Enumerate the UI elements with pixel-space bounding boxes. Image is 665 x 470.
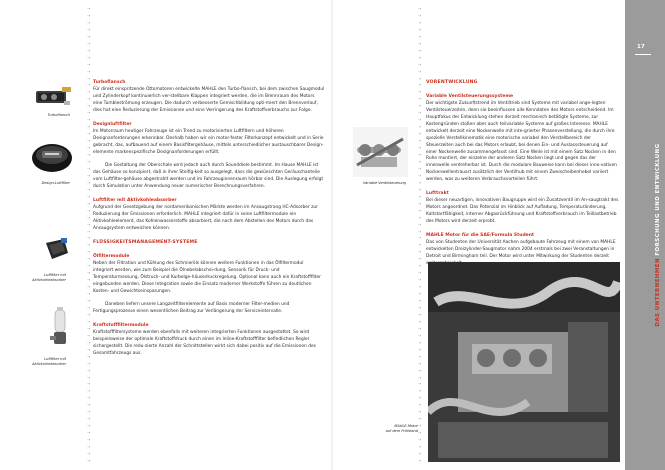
text-designluftfilter: Im Motorraum heutiger Fahrzeuge ist ein Trend zu motorisierten Luftfiltern und höheren Designanforderungen erkennbar. Deshalb haben wir ein motor-fester Filterkonzept entwickelt und in Serie gebracht, das, aufbauend auf einem Basisfiltergehäuse, mittels unterschiedlicher austauschbarer Design-elemente markenspezifische Designanforderungen erfüllt. xyxy=(93,128,324,155)
right-text-column xyxy=(426,80,620,275)
text-kraftstofffiltermodule: Kraftstofffiltersysteme werden ebenfalls mit weiteren integrierten Funktionen ausgestattet. So wird beispielsweise der optimale Kraftstoffdruck durch einen im Inline-Kraftstofffilter befindlichen Regler sichergestellt. Die redu-zierte Anzahl der Schnittstellen wirkt sich dabei positiv auf die Emissionen des Gesamtfahrzeugs aus. xyxy=(93,330,316,357)
heading-kraftstofffiltermodule: Kraftstofffiltermodule xyxy=(93,323,149,329)
arrow-markers-left: → → → → → → → → → → → → → → → → → → → → → → → → → → → → → → → → → → → → → → → → → → → → → → → → → → → → → → → → → → → → → → → → → → xyxy=(87,6,91,463)
heading-turboflansch: Turboflansch xyxy=(93,80,126,85)
page-number-rule xyxy=(635,54,651,55)
text-oelfiltermodule: Neben der Filtration und Kühlung des Schmieröls können weitere Funktionen in das Ölfiltermodul integriert werden, wie zum Beispiel die Ölnebelabschei-dung, Sensorik für Druck- und Temperaturmessung, Ölstruck- und Kurbelge-häusedruckregelung. Optional kann auch ein Kraftstofffilter eingebunden werden. Diese Integration sowie die Einsatz moderner Werkstoffe führen zu deutlichen Kosten- und Gewichtseinsparungen. xyxy=(93,260,321,294)
text-oelfiltermodule-2: Daneben liefern unsere Langzeitfilterelemente auf Basis moderner Filter-medien und Fertigungsprozesse einen wesentlichen Beitrag zur Verlängerung der Serviceintervalle. xyxy=(93,302,290,315)
heading-ventilsteuerung: Variable Ventilsteuerungssysteme xyxy=(426,93,514,99)
text-aktivkohle: Aufgrund der Gesetzgebung der nordamerikanischen Märkte werden im Ansaugstrang HC-Adsorber zur Reduzierung der Emissionen erforderlich. MAHLE integriert dafür in seine Luftfiltermodule ein Aktivkohleelement, das Kohlenwasserstoffe absorbiert, die nach dem Abstellen des Motors durch das Ansaugsystem entweichen können. xyxy=(93,205,318,231)
mahle-motor-photo xyxy=(428,262,620,462)
text-ventilsteuerung: Der wichtigste Zukunftstrend im Ventiltrieb sind Systeme mit variabel ange-legten Ventilsteuerzeiten, denn sie beeinflussen alle Kenndaten des Motors entscheidend. Im Hauptfokus der Entwicklung stehen derzeit mechanisch betätigte Systeme, zur Kostengründen stoßen aber auch teilvariable Systeme auf großes Interesse. MAHLE entwickelt derzeit eine Nockenwelle mit inte-grierter Phasenverstellung, die durch ihre spezielle Verstellkinematik eine motorische variabel den Verstellbereich der Steuerzeiten auch bei das Motors erlaubt, bei denen Ein- und Auslasssteuerung auf einer Nockenwelle zusammengefasst sind. Eine Weile ist mit einem Satz Nocken in den Ruhe montiert, der einzelne der anderen Satz Nocken liegt und gegen das der innenwelle verdreherbar ist. Durch die modulare Bauweise kann bei dieser inno-vativen Nockenwellentrauart zusätzlich der Ventilhub mit einem Zweischeibenhebel variiert werden, was zu weiteren Verbrauchsvorteilen führt. xyxy=(426,100,617,183)
caption-ventilsteuerung: Variable Ventilsteuerung xyxy=(362,181,406,185)
vertical-title-text: FORSCHUNG UND ENTWICKLUNG xyxy=(655,143,661,256)
caption-designluftfilter: Design-Luftfilter xyxy=(41,181,70,185)
heading-aktivkohle: Luftfilter mit Aktivkohleabsorber xyxy=(93,198,177,204)
caption-mahle-motor: MAHLE-Motor auf dem Prüfstand xyxy=(385,424,418,433)
aktivkohle-filter-photo-1 xyxy=(44,237,70,261)
heading-vorentwicklung: VORENTWICKLUNG xyxy=(426,80,478,85)
heading-formula-student: MAHLE Motor für die SAE/Formula Student xyxy=(426,232,535,238)
caption-aktivkohle-2: Luftfilter mit Aktivkohleabsorber xyxy=(32,357,66,366)
caption-turboflansch: Turboflansch xyxy=(47,113,70,117)
heading-lufttrakt: Lufttrakt xyxy=(426,191,449,197)
vertical-accent-text: DAS UNTERNEHMEN xyxy=(655,258,661,327)
designluftfilter-photo xyxy=(30,140,74,174)
ventilsteuerung-photo xyxy=(353,127,408,177)
arrow-markers-right: → → → → → → → → → → → → → → → → → → → → → → → → → → → → → → → → → → → → → → → → → → → → → → → → → → → → → → → → → → → → → → → → → → xyxy=(418,6,422,463)
heading-oelfiltermodule: Ölfiltermodule xyxy=(93,253,130,259)
page-gutter xyxy=(331,0,333,470)
heading-designluftfilter: Designluftfilter xyxy=(93,121,132,127)
turboflansch-photo xyxy=(32,85,74,110)
text-formula-student: Das von Studenten der Universität Aachen aufgebaute Fahrzeug mit einem von MAHLE entwickelten Dreizylinder-Saugmotor nahm 2004 erstmals bei zwei Veranstaltungen in Detroit und Birmingham teil. Der Motor wird unter Mitwirkung der Studenten derzeit weiterentwickelt. xyxy=(426,239,616,266)
text-turboflansch: Für direkt einspritzende Ottomotoren entwickelte MAHLE den Turbo-flansch, bei dem zwischen Saugmodul und Zylinderkopf kontinuierlich ver-stellbare Klappen integriert werden, die im Brennraum des Motors eine Tumbleströmung erzeugen. Die dadurch verbesserte Gemischbildung opti-miert den Brennverlauf, dies hat eine Reduzierung der Emissionen und eine Verringerung des Kraftstoffverbrauchs zur Folge. xyxy=(93,86,325,113)
text-designluftfilter-2: Die Gestaltung der Oberschale wird jedoch auch durch Sounddiele bestimmt. Im Hause MAHLE ist das Gehäuse so konzipiert, daß in ihrer Steifig-keit so ausgelegt, dass die gewünschten Geräuschanteile vom Luftfilter-gehäuse abgestrahlt werden und im Fahrzeuginnenraum hörbar sind. Die Auslegung erfolgt durch Simulation unter Anwendung neuer numerischer Berechnungsverfahren. xyxy=(93,163,324,190)
oelfiltermodul-photo xyxy=(48,306,72,350)
left-text-column xyxy=(93,80,325,365)
vertical-section-title xyxy=(653,0,663,470)
heading-fluessigkeitsmanagement: FLÜSSIGKEITSMANAGEMENT-SYSTEME xyxy=(93,239,198,245)
text-lufttrakt: Bei dieser neuartigen, innovativen Baugruppe wird ein Zusatzventil im An-saugtrakt des Motors angeordnet. Das Potenzial im Hinblick auf Aufladung, Temperaturänderung, Kaltstartfähigkeit, interner Abgasrückführung und Kraftstoffverbrauch im Teillastbetrieb des Motors wird derzeit erprobt. xyxy=(426,198,619,225)
page-number: 17 xyxy=(637,44,645,50)
caption-aktivkohle-1: Luftfilter mit Aktivkohleabsorber xyxy=(32,273,66,282)
